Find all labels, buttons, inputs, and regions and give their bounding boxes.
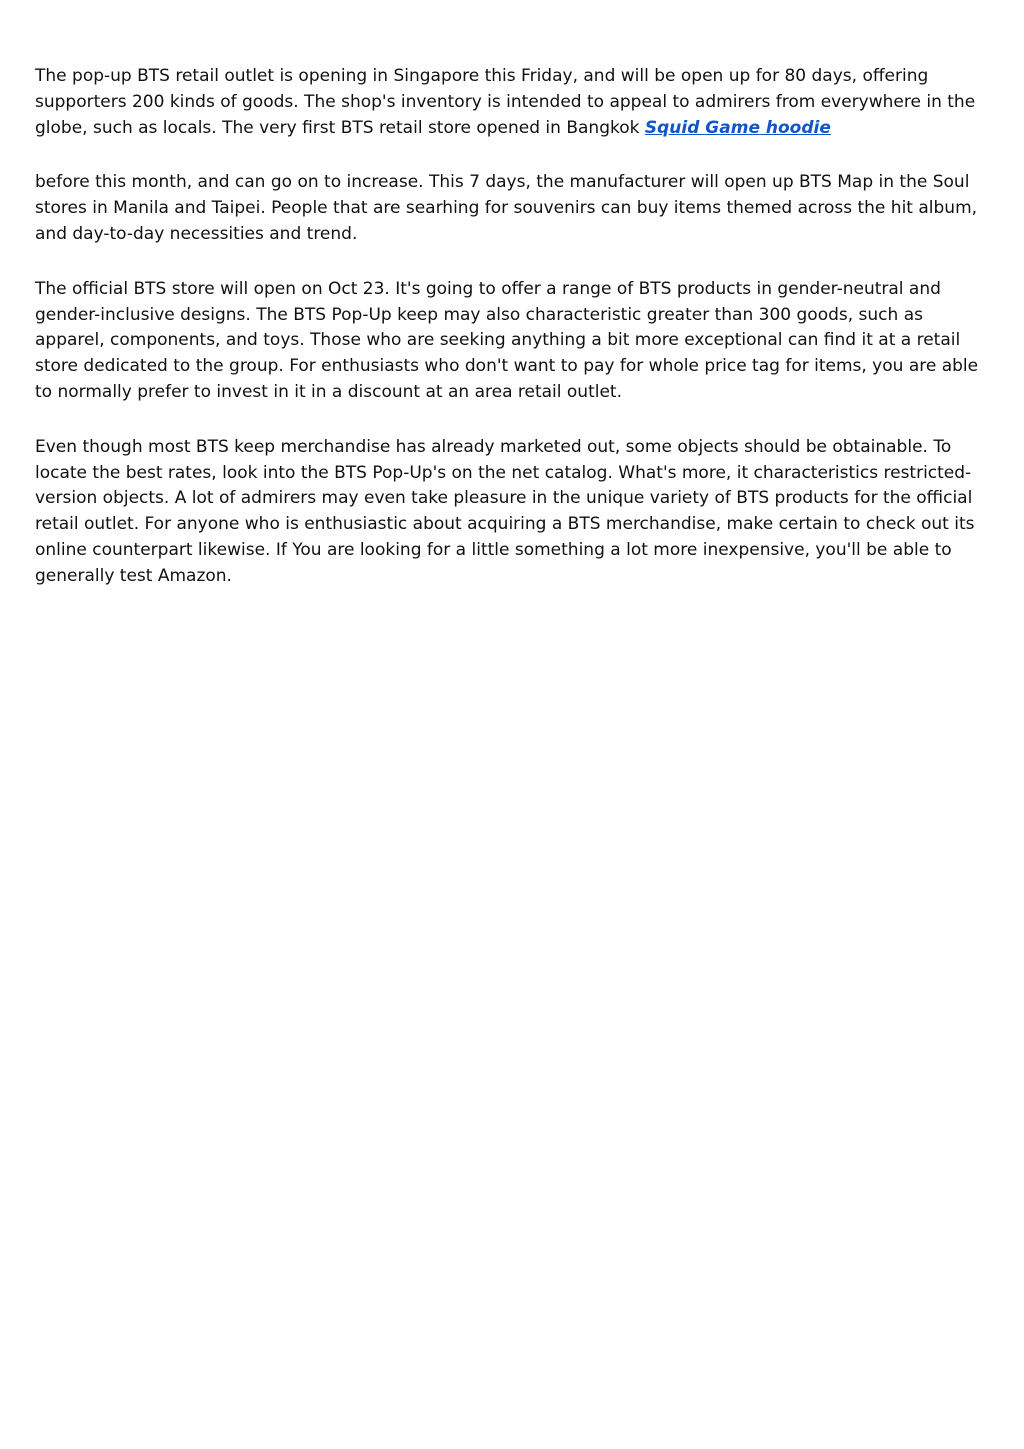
paragraph-1-text: The pop-up BTS retail outlet is opening in Singapore this Friday, and will be open up for 80 days, offering supporters 200 kinds of goods. The shop's inventory is intended to appeal to admirers from everywhere in the globe, such as locals. The very first BTS retail store opened in Bangkok bbox=[35, 66, 976, 138]
paragraph-4: Even though most BTS keep merchandise has already marketed out, some objects should be obtainable. To locate the best rates, look into the BTS Pop-Up's on the net catalog. What's more, it characteristics restricted-version objects. A lot of admirers may even take pleasure in the unique variety of BTS products for the official retail outlet. For anyone who is enthusiastic about acquiring a BTS merchandise, make certain to check out its online counterpart likewise. If You are looking for a little something a lot more inexpensive, you'll be able to generally test Amazon. bbox=[35, 436, 975, 586]
document-body bbox=[35, 64, 995, 619]
paragraph-3: The official BTS store will open on Oct 23. It's going to offer a range of BTS products in gender-neutral and gender-inclusive designs. The BTS Pop-Up keep may also characteristic greater than 300 goods, such as apparel, components, and toys. Those who are seeking anything a bit more exceptional can find it at a retail store dedicated to the group. For enthusiasts who don't want to pay for whole price tag for items, you are able to normally prefer to invest in it in a discount at an area retail outlet. bbox=[35, 278, 979, 402]
paragraph-2: before this month, and can go on to increase. This 7 days, the manufacturer will open up BTS Map in the Soul stores in Manila and Taipei. People that are searhing for souvenirs can buy items themed across the hit album, and day-to-day necessities and trend. bbox=[35, 172, 978, 244]
squid-game-hoodie-link[interactable]: Squid Game hoodie bbox=[644, 117, 831, 138]
paragraph-1 bbox=[35, 64, 995, 141]
